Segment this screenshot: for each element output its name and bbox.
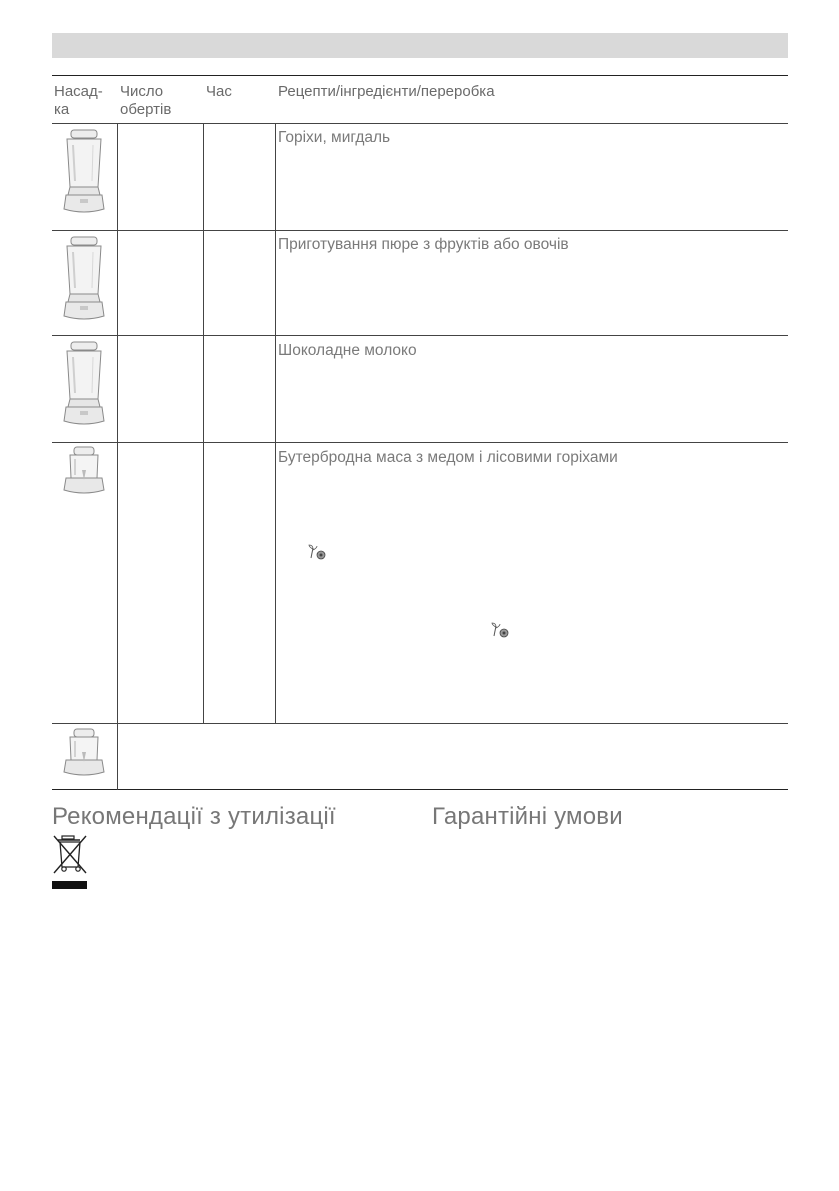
- header-recipes: Рецепти/інгредієнти/переробка: [278, 83, 495, 100]
- row-divider: [52, 335, 788, 336]
- crossed-bin-icon: [52, 833, 88, 891]
- row-divider: [52, 123, 788, 124]
- blender-jug-icon: [62, 341, 106, 427]
- header-band: [52, 33, 788, 58]
- column-divider: [275, 123, 276, 723]
- column-divider: [117, 123, 118, 790]
- recipe-title: Горіхи, мигдаль: [278, 129, 391, 146]
- row-divider: [52, 723, 788, 724]
- recipe-title: Шоколадне молоко: [278, 342, 417, 359]
- header-time: Час: [206, 83, 232, 100]
- blender-jug-icon: [62, 236, 106, 322]
- warranty-title: Гарантійні умови: [432, 803, 623, 830]
- row-divider: [52, 442, 788, 443]
- disposal-title: Рекомендації з утилізації: [52, 803, 336, 830]
- header-attachment: Насад- ка: [54, 83, 103, 118]
- column-divider: [203, 123, 204, 723]
- chopper-bowl-icon: [63, 446, 105, 496]
- herb-icon: [307, 544, 327, 560]
- recipe-title: Приготування пюре з фруктів або овочів: [278, 236, 569, 253]
- row-divider: [52, 230, 788, 231]
- chopper-bowl-icon: [63, 728, 105, 778]
- herb-icon: [490, 622, 510, 638]
- blender-jug-icon: [62, 129, 106, 215]
- recipe-title: Бутербродна маса з медом і лісовими горіхами: [278, 449, 618, 466]
- recipe-table: [52, 75, 788, 790]
- header-speed: Число обертів: [120, 83, 172, 118]
